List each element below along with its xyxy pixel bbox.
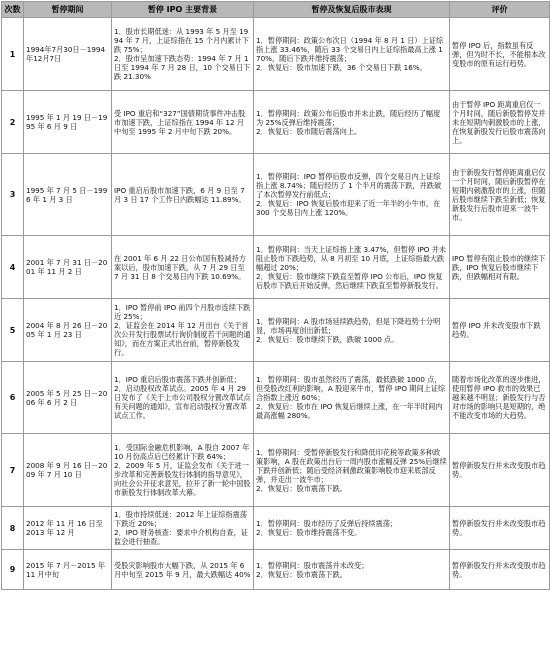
background-paragraph: 在 2001 年 6 月 22 日公布国有股减持方案以后，股市加速下跌，从 7 月 29 日至 7 月 31 日 8 个交易日内下跌 10.69%。	[114, 253, 246, 281]
row-performance	[254, 434, 450, 507]
row-background	[112, 18, 254, 91]
performance-paragraph: 1．暂停期间：股市虽然经历了震荡，最低跌破 1000 点，但受股改红利的影响，A 股迎来牛市，暂停 IPO 期间上证综合指数上涨近 60%；	[256, 375, 446, 402]
row-period: 2001 年 7 月 31 日－2001 年 11 月 2 日	[24, 236, 112, 299]
row-evaluation: 由于暂停 IPO 距离重启仅一个月时间，随后新股暂停发并未在短期内刺激股市的上涨，在恢复新股发行后股市震荡向上。	[450, 91, 550, 154]
performance-paragraph: 1．暂停期间：IPO 暂停后股市反弹，四个交易日内上证综指上涨 8.74%；随后经历了 1 个半月的震荡下跌，并跌破了本次暂停发行前低点；	[256, 172, 442, 199]
background-paragraph: 受股灾影响股市大幅下跌，从 2015 年 6 月中旬至 2015 年 9 月，最大跌幅达 40%	[114, 560, 251, 579]
performance-paragraph: 1．暂停期间：受暂停新股发行和降低印花税等政策多种政策影响，A 股在政策出台后一周内股市涨幅反弹 25%后继续下跌并创新低；随后受经济刺激政策影响股市迎来底部反弹，并走出一波牛市；	[256, 447, 447, 484]
row-period: 1994年7月30日－1994年12月7日	[24, 18, 112, 91]
performance-paragraph: 2．恢复后：股市维持震荡不变。	[256, 528, 362, 537]
performance-paragraph: 2．恢复后：股市震荡下跌。	[256, 569, 347, 579]
row-period: 1995 年 1 月 19 日－1995 年 6 月 9 日	[24, 91, 112, 154]
row-number: 9	[2, 550, 24, 590]
row-performance	[254, 299, 450, 362]
row-number: 8	[2, 507, 24, 550]
row-performance	[254, 507, 450, 550]
row-evaluation: IPO 暂停有阻止股市的继续下跌，IPO 恢复后股市继续下跌，但跌幅相对有限。	[450, 236, 550, 299]
header-evaluation: 评价	[450, 2, 550, 18]
table-row	[2, 236, 550, 299]
row-evaluation: 由于新股发行暂停距离重启仅一个月时间，随后新股暂停在短期内刺激股市的上涨，但随后股市继续下跌至新低；恢复新股发行后股市迎来一波牛市。	[450, 154, 550, 236]
row-background	[112, 236, 254, 299]
performance-paragraph: 2．恢复后：股市继续下跌直至暂停 IPO 公布后，IPO 恢复后股市下跌后开始反弹，然后继续下跌直至暂停新股发行。	[256, 271, 443, 290]
background-paragraph: 受 IPO 重启和“327”国债期货事件冲击股市加速下跌，上证综指在 1994 年 12 月中旬至 1995 年 2 月中旬下跌 20%。	[114, 108, 246, 136]
table-row	[2, 507, 550, 550]
row-background	[112, 299, 254, 362]
row-number: 2	[2, 91, 24, 154]
row-number: 6	[2, 362, 24, 434]
table-row	[2, 299, 550, 362]
background-paragraph: 1．IPO 重启后股市震荡下跌并创新低；	[114, 375, 241, 384]
background-paragraph: 1．IPO 暂停前 IPO 前四个月股市连续下跌近 25%；	[114, 303, 251, 321]
header-performance: 暂停及恢复后股市表现	[254, 2, 450, 18]
row-number: 3	[2, 154, 24, 236]
table-row	[2, 362, 550, 434]
table-row	[2, 91, 550, 154]
header-number: 次数	[2, 2, 24, 18]
header-background: 暂停 IPO 主要背景	[112, 2, 254, 18]
table-row	[2, 154, 550, 236]
background-paragraph: IPO 重启后股市加速下跌，6 月 9 日至 7 月 3 日 17 个工作日内跌幅达 11.89%。	[114, 185, 246, 204]
table-row	[2, 18, 550, 91]
performance-paragraph: 1．暂停期间：股市震荡并未改变；	[256, 560, 369, 570]
row-period: 2008 年 9 月 16 日－2009 年 7 月 10 日	[24, 434, 112, 507]
row-period: 2012 年 11 月 16 日至 2013 年 12 月	[24, 507, 112, 550]
row-evaluation: 暂停新股发行并未改变股市趋势。	[450, 434, 550, 507]
performance-paragraph: 2．恢复后：股市随后震荡向上。	[256, 126, 362, 136]
row-period: 1995 年 7 月 5 日－1996 年 1 月 3 日	[24, 154, 112, 236]
row-performance	[254, 236, 450, 299]
row-performance	[254, 362, 450, 434]
row-evaluation: 暂停新股发行并未改变股市趋势。	[450, 550, 550, 590]
row-performance	[254, 91, 450, 154]
performance-paragraph: 2．恢复后：股市震荡下跌。	[256, 483, 347, 493]
row-performance	[254, 154, 450, 236]
row-performance	[254, 550, 450, 590]
performance-paragraph: 2．恢复后：股市在 IPO 恢复后继续上涨，在一年半时间内最高涨幅 280%。	[256, 402, 443, 420]
performance-paragraph: 2．恢复后：股市加速下跌，36 个交易日下跌 16%。	[256, 63, 427, 72]
row-number: 1	[2, 18, 24, 91]
performance-paragraph: 1．暂停期间：股市经历了反弹后持续震荡；	[256, 519, 398, 528]
background-paragraph: 2．2009 年 5 月，证监会发布《关于进一步改革和完善新股发行体制的指导意见》，向社会公开征求意见，拉开了新一轮中国股市新股发行体制改革大幕。	[114, 461, 251, 497]
background-paragraph: 2．股市呈加速下跌态势：1994 年 7 月 1 日至 1994 年 7 月 28 日，10 个交易日下跌 21.30%	[114, 54, 251, 81]
background-paragraph: 2．IPO 财务核查：要求中介机构自查，证监会进行抽查。	[114, 528, 248, 546]
table-row	[2, 550, 550, 590]
table-body	[2, 18, 550, 590]
performance-paragraph: 1．暂停期间：政策公布后股市并未止跌，随后经历了幅度为 25%反弹后维持震荡；	[256, 108, 441, 127]
row-background	[112, 550, 254, 590]
performance-paragraph: 2．恢复后：IPO 恢复后股市迎来了近一年半的小牛市，在 300 个交易日内上涨 120%。	[256, 199, 441, 217]
row-evaluation: 暂停新股发行并未改变股市趋势。	[450, 507, 550, 550]
row-number: 7	[2, 434, 24, 507]
row-performance	[254, 18, 450, 91]
row-evaluation: 暂停 IPO 并未改变股市下跌趋势。	[450, 299, 550, 362]
row-evaluation: 暂停 IPO 后，指数虽有反弹，但为时不长，不能根本改变股市的原有运行趋势。	[450, 18, 550, 91]
row-number: 5	[2, 299, 24, 362]
row-number: 4	[2, 236, 24, 299]
row-background	[112, 154, 254, 236]
row-evaluation: 随着市场化改革的逐步推进，使用暂停 IPO 救市的效果已越来越不明显；新股发行与否对市场的影响只是短期的，绝不能改变市场的大趋势。	[450, 362, 550, 434]
ipo-suspension-table	[1, 1, 550, 590]
performance-paragraph: 2．恢复后：股市继续下跌，跌破 1000 点。	[256, 334, 399, 344]
table-row	[2, 434, 550, 507]
background-paragraph: 2．证监会在 2014 年 12 月出台《关于首次公开发行股票试行询价制度若干问题的通知》，而在方案正式出台前，暂停新股发行。	[114, 321, 251, 357]
header-period: 暂停期间	[24, 2, 112, 18]
row-background	[112, 507, 254, 550]
performance-paragraph: 1．暂停期间：政策公布次日（1994 年 8 月 1 日）上证综指上涨 33.46%，随后 33 个交易日内上证综指最高上涨 170%，随后下跌并维持震荡；	[256, 36, 444, 63]
background-paragraph: 1．股市长期低迷：从 1993 年 5 月至 1994 年 7 月，上证综指在 15 个月内累计下跌 75%；	[114, 27, 249, 54]
row-background	[112, 362, 254, 434]
row-period: 2004 年 8 月 26 日－2005 年 1 月 23 日	[24, 299, 112, 362]
row-period: 2015 年 7 月－2015 年 11 月中旬	[24, 550, 112, 590]
background-paragraph: 1．股市持续低迷：2012 年上证综指震荡下跌近 20%；	[114, 510, 247, 528]
background-paragraph: 1．受国际金融危机影响，A 股自 2007 年 10 月份高点后已经累计下跌 64%；	[114, 443, 250, 461]
row-background	[112, 434, 254, 507]
performance-paragraph: 1．暂停期间：当天上证综指上涨 3.47%，但暂停 IPO 并未阻止股市下跌趋势，从 8 月初至 10 月底，上证综指最大跌幅超过 20%；	[256, 244, 447, 272]
performance-paragraph: 1．暂停期间：A 股市场延续跌趋势，但是下降趋势十分明显，市场再度创出新低；	[256, 316, 441, 335]
row-period: 2005 年 5 月 25 日－2006 年 6 月 2 日	[24, 362, 112, 434]
background-paragraph: 2．启动股权改革试点。2005 年 4 月 29 日发布了《关于上市公司股权分置改革试点有关问题的通知》，宣布启动股权分置改革试点工作。	[114, 384, 251, 420]
header-row	[2, 2, 550, 18]
row-background	[112, 91, 254, 154]
